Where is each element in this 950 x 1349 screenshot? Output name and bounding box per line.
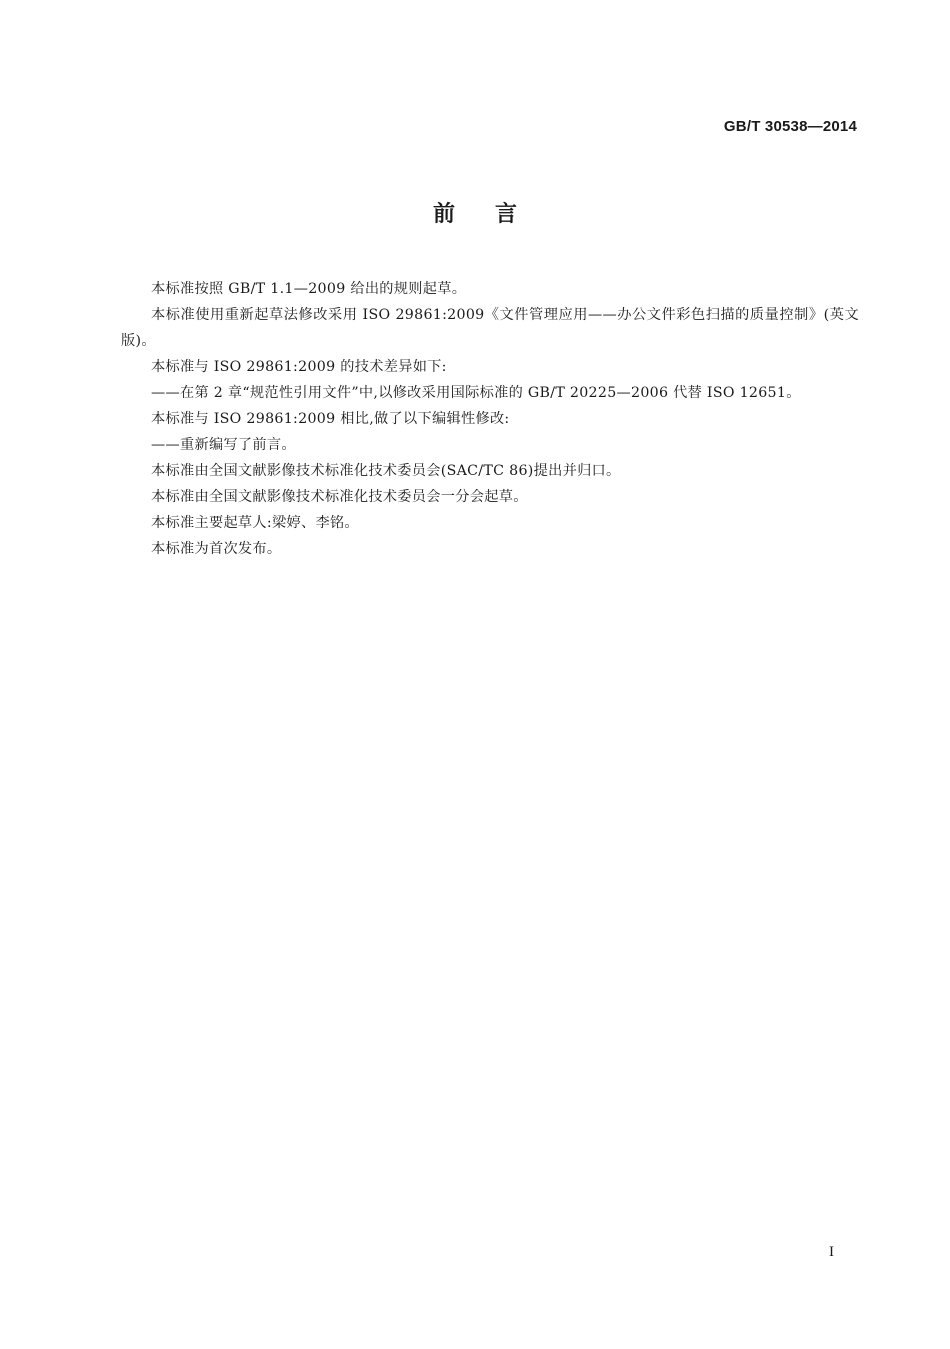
paragraph: ——重新编写了前言。 — [151, 437, 296, 453]
paragraph: ——在第 2 章“规范性引用文件”中,以修改采用国际标准的 GB/T 20225—2006 代替 ISO 12651。 — [151, 385, 801, 401]
paragraph: 本标准由全国文献影像技术标准化技术委员会一分会起草。 — [151, 489, 528, 505]
paragraph: 本标准为首次发布。 — [151, 541, 282, 557]
paragraph: 本标准与 ISO 29861:2009 相比,做了以下编辑性修改: — [151, 411, 510, 427]
standard-code: GB/T 30538—2014 — [723, 118, 857, 135]
paragraph: 本标准与 ISO 29861:2009 的技术差异如下: — [151, 359, 447, 375]
page-number: I — [829, 1244, 834, 1260]
paragraph: 本标准主要起草人:梁婷、李铭。 — [151, 515, 359, 531]
paragraph: 本标准按照 GB/T 1.1—2009 给出的规则起草。 — [151, 281, 467, 297]
paragraph: 本标准使用重新起草法修改采用 ISO 29861:2009《文件管理应用——办公文件彩色扫描的质量控制》(英文版)。 — [121, 307, 859, 349]
paragraph: 本标准由全国文献影像技术标准化技术委员会(SAC/TC 86)提出并归口。 — [151, 463, 621, 479]
document-body — [121, 276, 859, 562]
page-title: 前言 — [432, 202, 557, 227]
